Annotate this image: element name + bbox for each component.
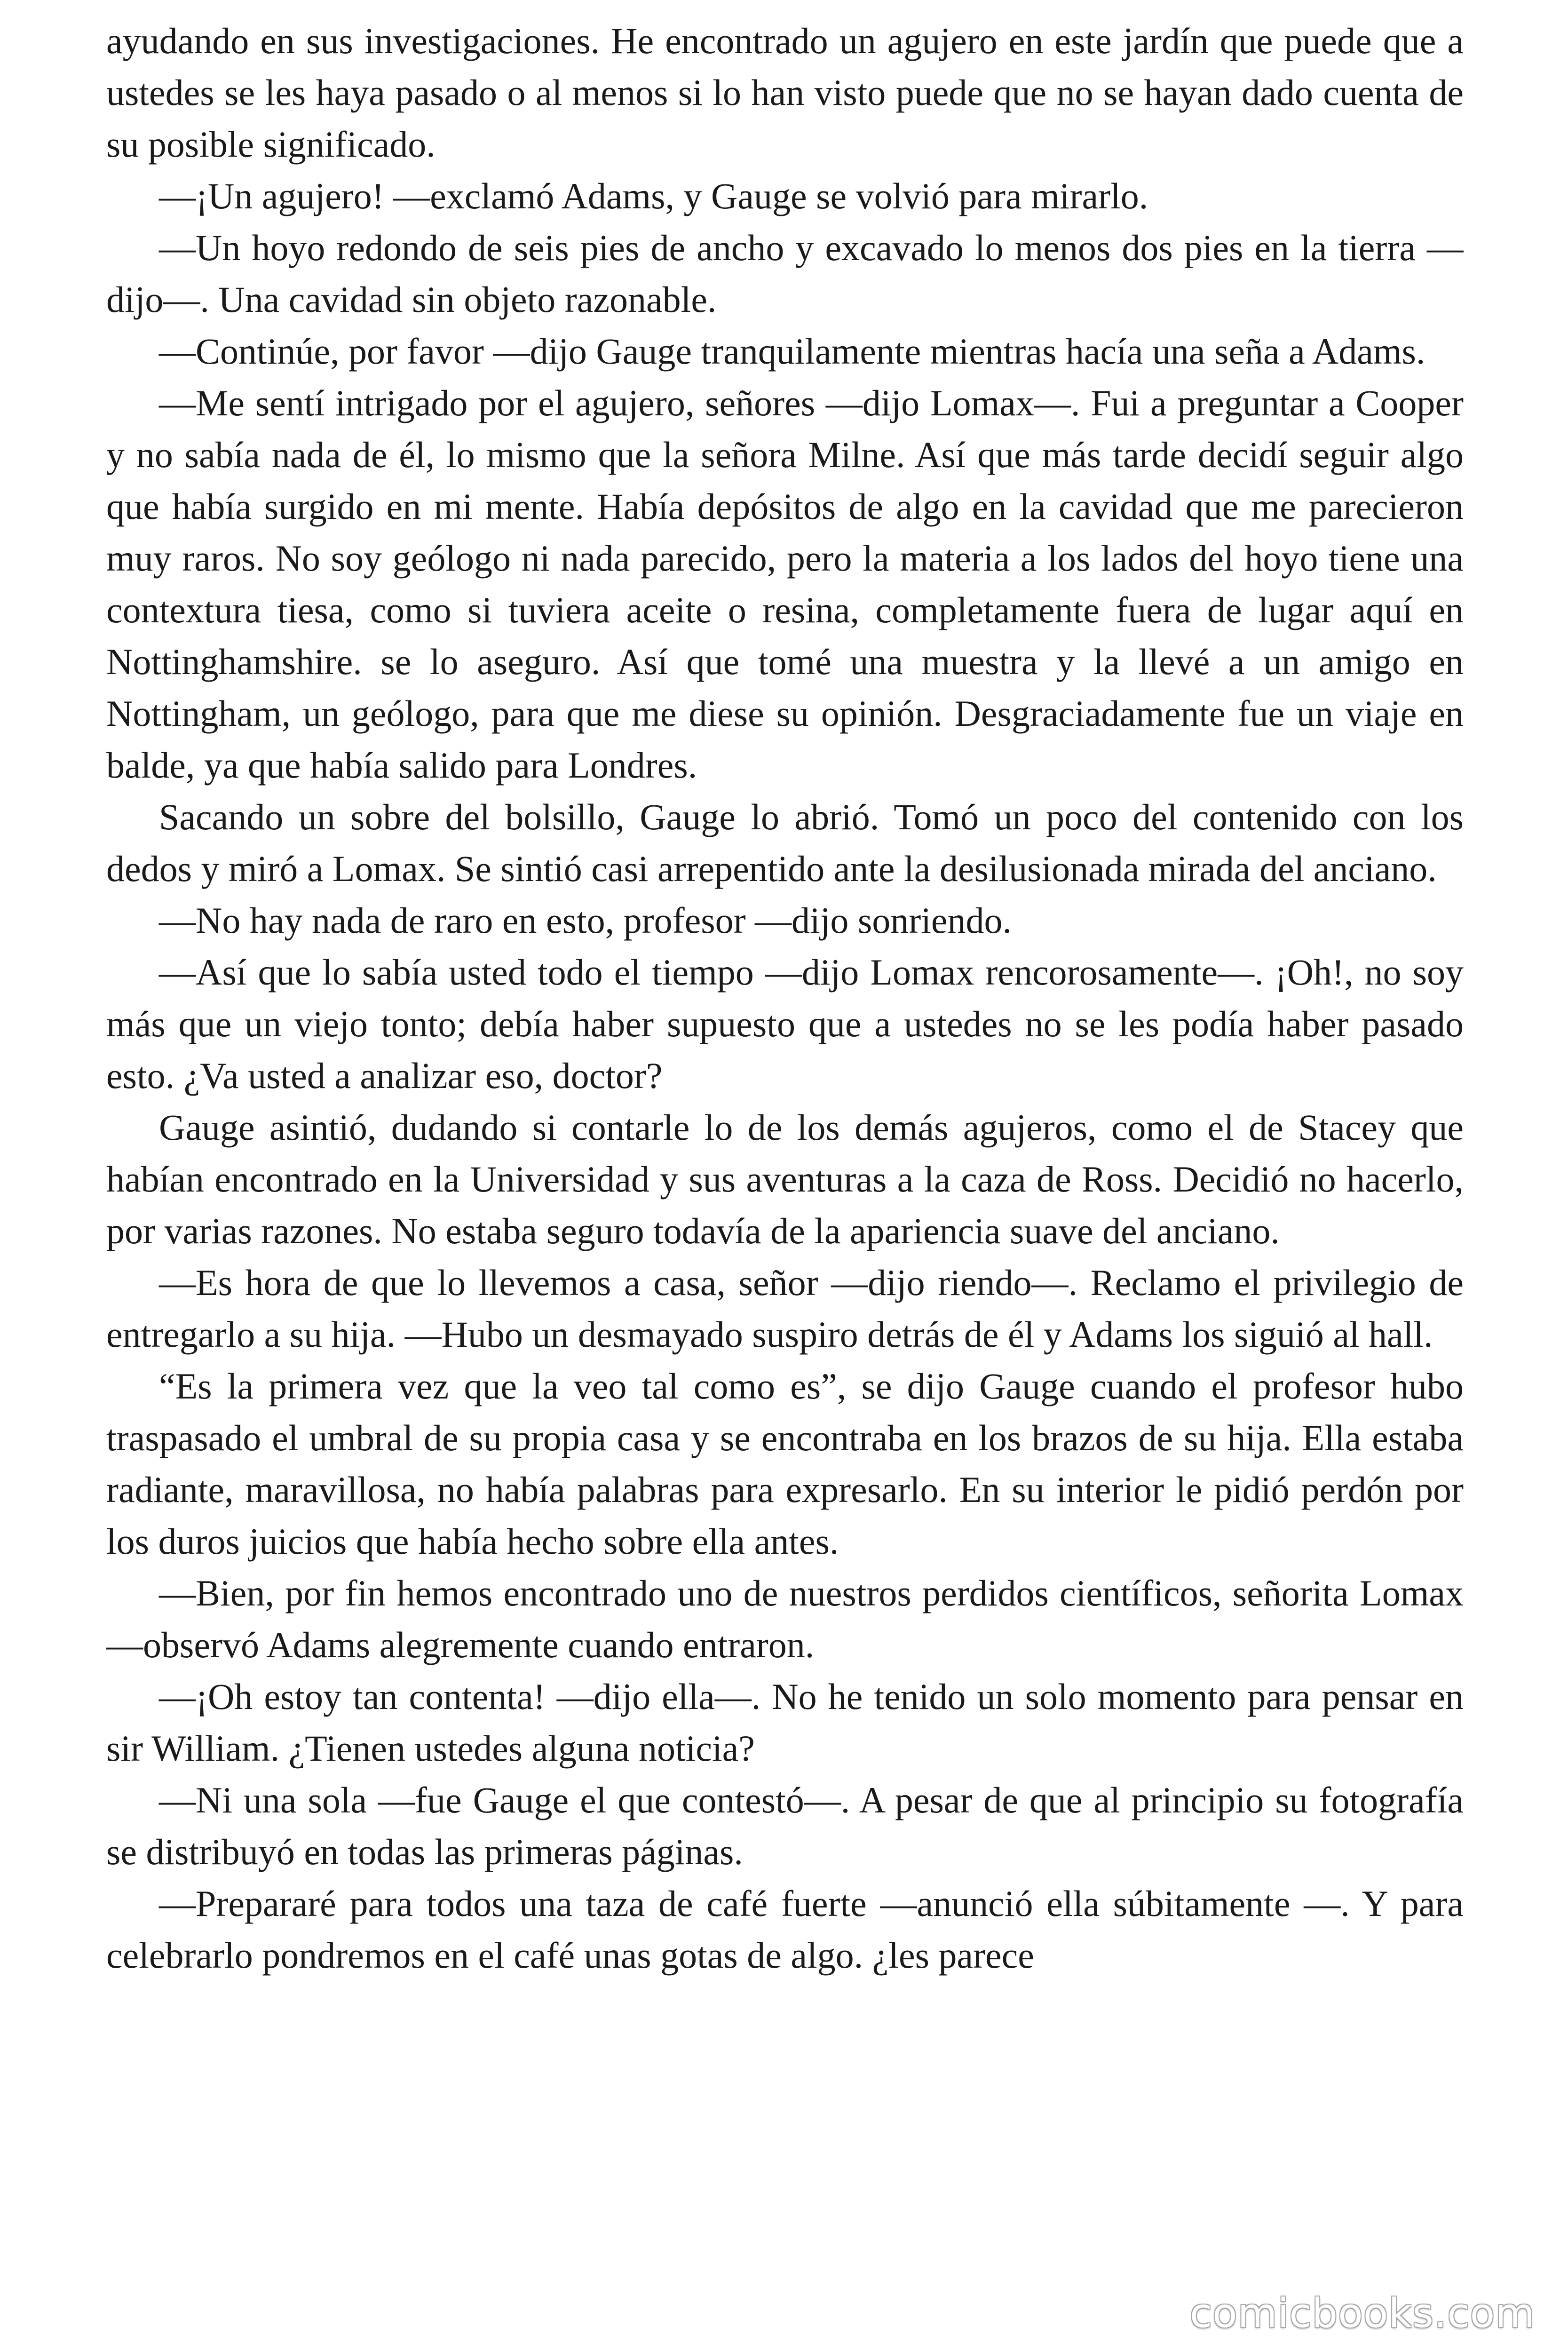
paragraph: —Prepararé para todos una taza de café fuerte —anunció ella súbitamente —. Y para celebrarlo pondremos en el café unas gotas de algo. ¿les parece: [106, 1883, 1464, 1976]
paragraph: —¡Un agujero! —exclamó Adams, y Gauge se volvió para mirarlo.: [159, 175, 1148, 216]
paragraph: —Me sentí intrigado por el agujero, señores —dijo Lomax—. Fui a preguntar a Cooper y no sabía nada de él, lo mismo que la señora Milne. Así que más tarde decidí seguir algo que había surgido en mi mente. Había depósitos de algo en la cavidad que me parecieron muy raros. No soy geólogo ni nada parecido, pero la materia a los lados del hoyo tiene una contextura tiesa, como si tuviera aceite o resina, completamente fuera de lugar aquí en Nottinghamshire. se lo aseguro. Así que tomé una muestra y la llevé a un amigo en Nottingham, un geólogo, para que me diese su opinión. Desgraciadamente fue un viaje en balde, ya que había salido para Londres.: [106, 382, 1464, 786]
paragraph: —Un hoyo redondo de seis pies de ancho y excavado lo menos dos pies en la tierra —dijo—. Una cavidad sin objeto razonable.: [106, 227, 1464, 320]
paragraph: —Continúe, por favor —dijo Gauge tranquilamente mientras hacía una seña a Adams.: [159, 331, 1425, 372]
paragraph: —Bien, por fin hemos encontrado uno de nuestros perdidos científicos, señorita Lomax —observó Adams alegremente cuando entraron.: [106, 1573, 1464, 1665]
paragraph: —No hay nada de raro en esto, profesor —dijo sonriendo.: [159, 900, 1012, 941]
watermark: comicbooks.com: [1189, 2290, 1535, 2337]
paragraph: “Es la primera vez que la veo tal como es”, se dijo Gauge cuando el profesor hubo traspasado el umbral de su propia casa y se encontraba en los brazos de su hija. Ella estaba radiante, maravillosa, no había palabras para expresarlo. En su interior le pidió perdón por los duros juicios que había hecho sobre ella antes.: [106, 1366, 1464, 1562]
book-page: [106, 15, 1464, 2339]
paragraph: Sacando un sobre del bolsillo, Gauge lo abrió. Tomó un poco del contenido con los dedos y miró a Lomax. Se sintió casi arrepentido ante la desilusionada mirada del anciano.: [106, 796, 1464, 889]
paragraph: —Así que lo sabía usted todo el tiempo —dijo Lomax rencorosamente—. ¡Oh!, no soy más que un viejo tonto; debía haber supuesto que a ustedes no se les podía haber pasado esto. ¿Va usted a analizar eso, doctor?: [106, 952, 1464, 1096]
paragraph: ayudando en sus investigaciones. He encontrado un agujero en este jardín que puede que a ustedes se les haya pasado o al menos si lo han visto puede que no se hayan dado cuenta de su posible significado.: [106, 20, 1464, 165]
paragraph: —Es hora de que lo llevemos a casa, señor —dijo riendo—. Reclamo el privilegio de entregarlo a su hija. —Hubo un desmayado suspiro detrás de él y Adams los siguió al hall.: [106, 1262, 1464, 1355]
paragraph: —Ni una sola —fue Gauge el que contestó—. A pesar de que al principio su fotografía se distribuyó en todas las primeras páginas.: [106, 1780, 1464, 1872]
paragraph: Gauge asintió, dudando si contarle lo de los demás agujeros, como el de Stacey que habían encontrado en la Universidad y sus aventuras a la caza de Ross. Decidió no hacerlo, por varias razones. No estaba seguro todavía de la apariencia suave del anciano.: [106, 1107, 1464, 1251]
paragraph: —¡Oh estoy tan contenta! —dijo ella—. No he tenido un solo momento para pensar en sir William. ¿Tienen ustedes alguna noticia?: [106, 1676, 1464, 1769]
